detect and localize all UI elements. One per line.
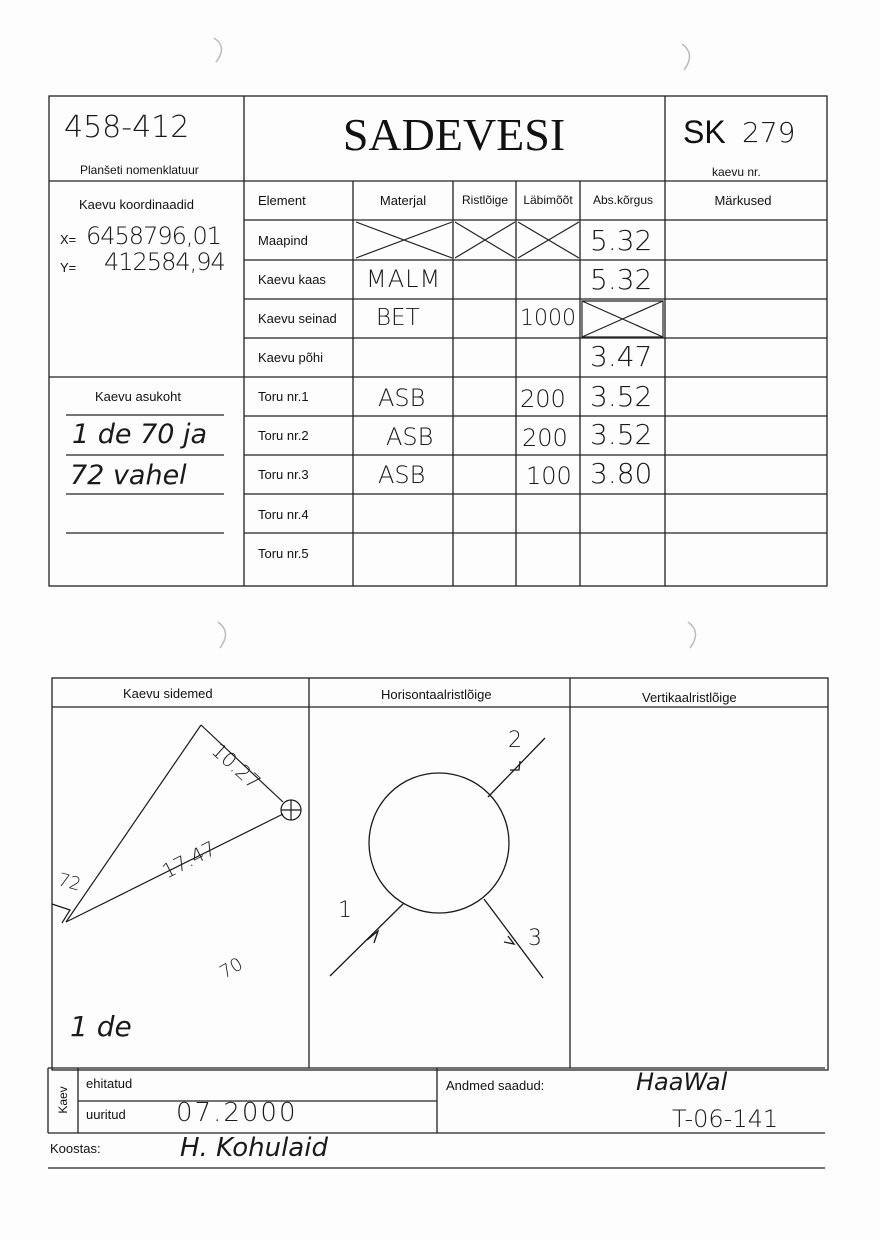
header-labimoot: Läbimõõt: [523, 193, 573, 207]
row-element-toru-2: Toru nr.2: [258, 428, 309, 443]
row-element-toru-5: Toru nr.5: [258, 546, 309, 561]
ties-label: Kaevu sidemed: [123, 686, 213, 701]
well-prefix: SK: [683, 114, 726, 150]
x-value: 6458796,01: [86, 222, 222, 250]
toru-1-abs: 3.52: [590, 380, 653, 413]
toru-3-materjal: ASB: [378, 461, 426, 489]
distance-2: 17.47: [158, 836, 220, 884]
kaas-abs: 5.32: [590, 263, 653, 296]
header-markused: Märkused: [714, 193, 772, 208]
row-element-maapind: Maapind: [258, 233, 308, 248]
well-number: 279: [742, 116, 796, 149]
row-element-toru-1: Toru nr.1: [258, 389, 309, 404]
distance-1: 10.27: [206, 738, 266, 795]
seinad-labimoot: 1000: [520, 306, 576, 331]
header-materjal: Materjal: [379, 193, 427, 208]
sheet-code: 458-412: [64, 110, 190, 145]
header-element: Element: [258, 193, 306, 208]
header-ristloige: Ristlõige: [461, 193, 509, 207]
toru-2-materjal: ASB: [386, 423, 434, 451]
kaas-materjal: MALM: [366, 265, 442, 293]
horizontal-section-label: Horisontaalristlõige: [381, 687, 492, 702]
header-abs-korgus: Abs.kõrgus: [592, 193, 654, 207]
data-received-value: T-06-141: [672, 1105, 779, 1133]
footer-side-label: Kaev: [56, 1086, 70, 1114]
row-element-kaevu-kaas: Kaevu kaas: [258, 272, 326, 287]
toru-2-labimoot: 200: [522, 424, 568, 452]
ties-sketch: [52, 725, 301, 923]
location-line-2: 72 vahel: [70, 460, 187, 491]
y-label: Y=: [60, 260, 77, 275]
surveyed-value: 07.2000: [176, 1098, 298, 1128]
pipe-3-label: 3: [528, 926, 542, 951]
toru-3-labimoot: 100: [526, 462, 572, 490]
pipe-2-label: 2: [508, 728, 522, 753]
data-received-label: Andmed saadud:: [446, 1078, 545, 1093]
corner-label: 72: [55, 869, 84, 896]
toru-1-materjal: ASB: [378, 384, 426, 412]
seinad-materjal: BET: [376, 305, 420, 331]
coords-label: Kaevu koordinaadid: [79, 197, 194, 212]
form-title: SADEVESI: [342, 109, 566, 160]
well-number-label: kaevu nr.: [712, 165, 761, 179]
sheet-code-label: Planšeti nomenklatuur: [80, 163, 199, 177]
surveyed-label: uuritud: [86, 1107, 126, 1122]
maapind-abs: 5.32: [590, 224, 653, 257]
pipe-1-label: 1: [338, 898, 352, 923]
author-label: Koostas:: [50, 1141, 101, 1156]
built-label: ehitatud: [86, 1076, 133, 1091]
vertical-section-label: Vertikaalristlõige: [642, 690, 737, 705]
location-label: Kaevu asukoht: [95, 389, 182, 404]
author-value: H. Kohulaid: [180, 1133, 328, 1163]
row-element-kaevu-pohi: Kaevu põhi: [258, 350, 324, 365]
x-label: X=: [60, 232, 77, 247]
y-value: 412584,94: [104, 248, 225, 276]
data-received-signature: HaaWal: [636, 1068, 728, 1096]
toru-3-abs: 3.80: [590, 457, 653, 490]
toru-1-labimoot: 200: [520, 385, 566, 413]
location-line-1: 1 de 70 ja: [72, 419, 208, 450]
pohi-abs: 3.47: [590, 340, 653, 373]
row-element-kaevu-seinad: Kaevu seinad: [258, 311, 337, 326]
row-element-toru-4: Toru nr.4: [258, 507, 309, 522]
horizontal-section-sketch: [330, 738, 545, 978]
street-label: 1 de: [70, 1010, 132, 1043]
toru-2-abs: 3.52: [590, 418, 653, 451]
house-number: 70: [216, 953, 247, 984]
row-element-toru-3: Toru nr.3: [258, 467, 309, 482]
